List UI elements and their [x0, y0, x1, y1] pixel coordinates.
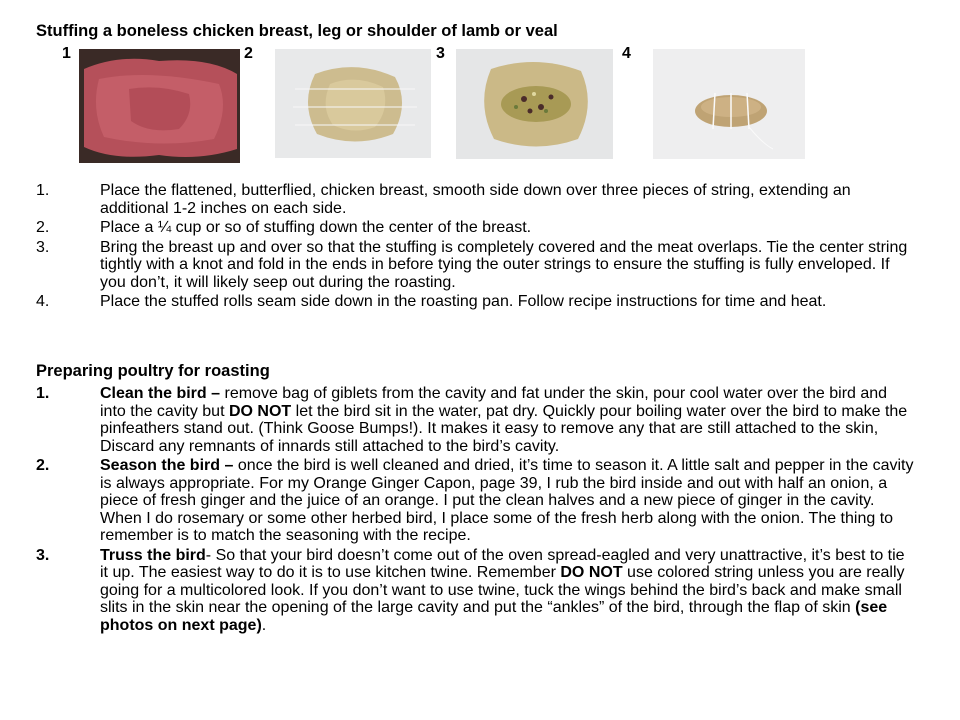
list-item: [36, 182, 916, 217]
emphasis-text: DO NOT: [228, 402, 292, 420]
photo-number-4: 4: [622, 45, 631, 62]
list-item: [36, 547, 916, 635]
step-heading: Truss the bird: [100, 546, 206, 564]
step-heading: Clean the bird: [100, 385, 207, 402]
list-item: [36, 385, 916, 455]
poultry-steps-list: [36, 385, 916, 636]
step-separator: -: [205, 546, 216, 564]
photo-number-2: 2: [244, 45, 253, 62]
emphasis-text: (see photos on next page): [100, 599, 888, 634]
section-heading: Preparing poultry for roasting: [36, 362, 270, 380]
step-text: once the bird is well cleaned and dried, it’s time to season it. A little salt and pepper in the cavity is always appropriate. For my Orange Ginger Capon, page 39, I rub the bird inside and out with half an onion, a piece of fresh ginger and the juice of an orange. I put the clean halves and a new piece of ginger in the cavity. When I do rosemary or some other herbed bird, I place some of the fresh herb along with the onion. The thing to remember is to match the seasoning with the recipe.: [100, 457, 914, 544]
list-item: [36, 293, 916, 311]
step-separator: –: [220, 457, 238, 474]
list-item: [36, 457, 916, 545]
step-text: remove bag of giblets from the cavity and fat under the skin, pour cool water over the bird and into the cavity but: [100, 385, 888, 420]
step-heading: Season the bird: [100, 457, 221, 474]
photo-number-3: 3: [436, 45, 445, 62]
step-text: use colored string unless you are really going for a multicolored look. If you don’t want to use twine, tuck the wings behind the bird’s back and make small slits in the skin near the opening of the large cavity and put the “ankles” of the bird, through the flap of skin: [100, 564, 905, 616]
step-text: Bring the breast up and over so that the stuffing is completely covered and the meat overlaps. Tie the center string tightly with a knot and fold in the ends in before tying the outer strings to ensure the stuffing is fully enveloped. If you don’t, it will likely seep out during the roasting.: [100, 238, 908, 291]
step-number: 2.: [36, 219, 50, 236]
photo-tied-roll: [653, 49, 805, 159]
step-text: Place a ¼ cup or so of stuffing down the center of the breast.: [100, 219, 532, 236]
page-title: Stuffing a boneless chicken breast, leg or shoulder of lamb or veal: [36, 22, 558, 40]
step-number: 1.: [36, 182, 50, 199]
step-number: 2.: [36, 457, 50, 474]
step-number: 3.: [36, 238, 50, 256]
emphasis-text: DO NOT: [560, 564, 623, 581]
photo-flattened-breast: [79, 49, 240, 163]
step-text: let the bird sit in the water, pat dry. Quickly pour boiling water over the bird to make the pinfeathers stand out. (Think Goose Bumps!). It makes it easy to remove any that are still attached to the skin, Discard any remnants of innards still attached to the bird’s cavity.: [100, 402, 908, 455]
list-item: [36, 239, 916, 292]
step-number: 4.: [36, 293, 50, 310]
step-text: .: [261, 616, 267, 634]
step-text: Place the flattened, butterflied, chicken breast, smooth side down over three pieces of string, extending an additional 1-2 inches on each side.: [100, 182, 851, 217]
step-number: 3.: [36, 546, 50, 564]
step-number: 1.: [36, 385, 50, 402]
photo-number-1: 1: [62, 45, 71, 62]
step-separator: –: [206, 385, 225, 402]
stuffing-steps-list: [36, 182, 916, 313]
step-text: So that your bird doesn’t come out of the oven spread-eagled and very unattractive, it’s best to tie it up. The easiest way to do it is to use kitchen twine. Remember: [100, 546, 905, 581]
list-item: [36, 219, 916, 237]
step-text: Place the stuffed rolls seam side down in the roasting pan. Follow recipe instructions for time and heat.: [100, 293, 827, 310]
photo-breast-with-stuffing: [456, 49, 613, 159]
photo-breast-on-strings: [275, 49, 431, 158]
